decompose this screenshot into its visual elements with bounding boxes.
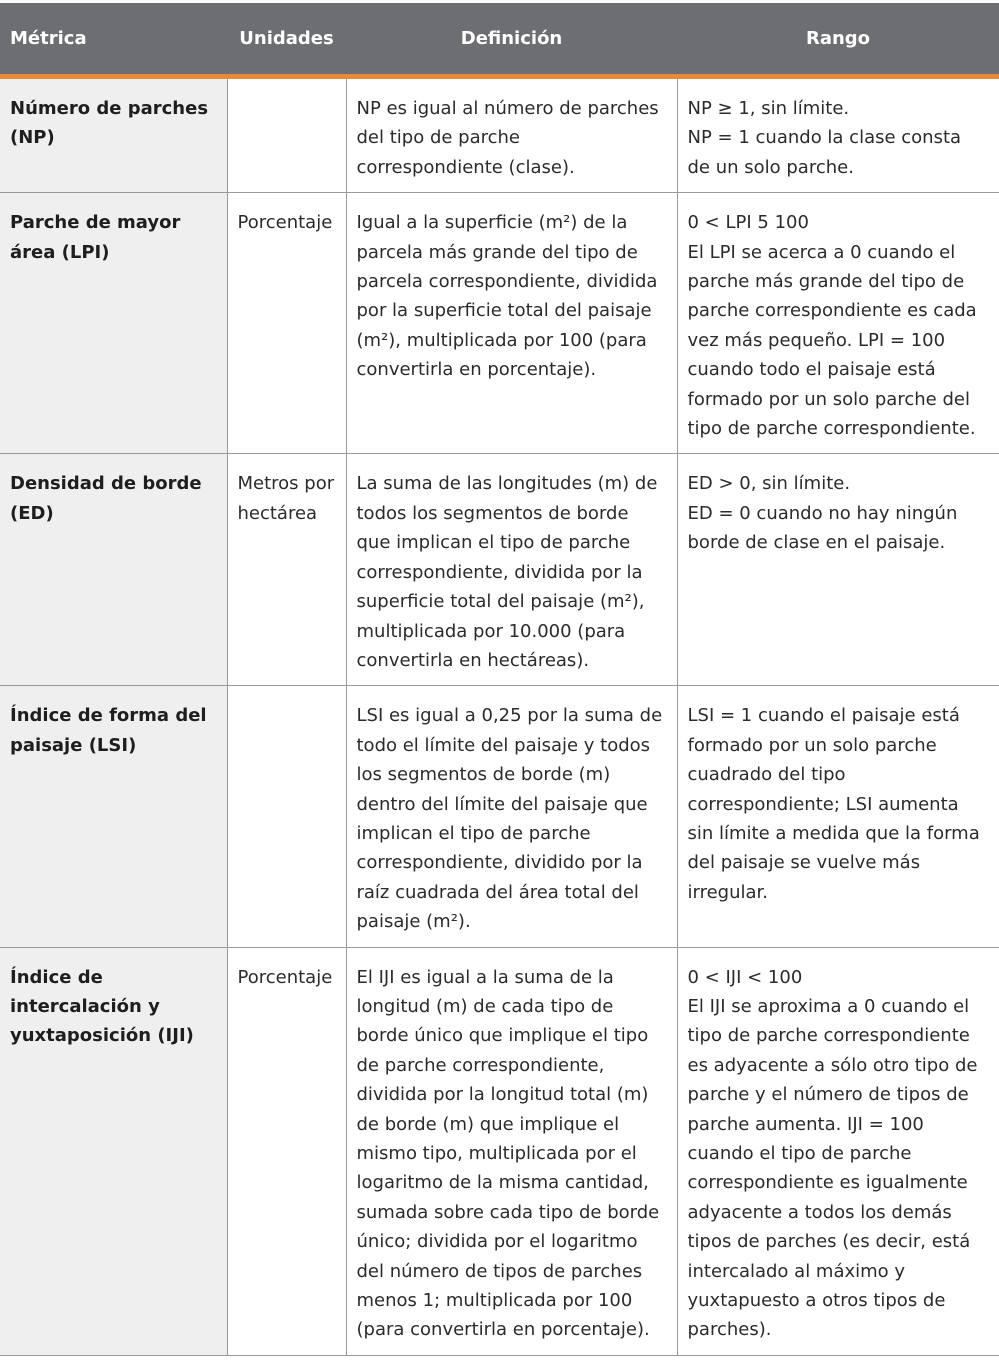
definition-cell: El IJI es igual a la suma de la longitud (m) de cada tipo de borde único que implique el tipo de parche correspondiente, dividida por la longitud total (m) de borde (m) que implique el mismo tipo, multiplicada por el logaritmo de la misma cantidad, sumada sobre cada tipo de borde único; dividida por el logaritmo del número de tipos de parches menos 1; multiplicada por 100 (para convertirla en porcentaje). <box>346 947 677 1355</box>
range-line: ED = 0 cuando no hay ningún borde de clase en el paisaje. <box>687 502 958 554</box>
definition-cell: La suma de las longitudes (m) de todos los segmentos de borde que implican el tipo de parche correspondiente, dividida por la superficie total del paisaje (m²), multiplicada por 10.000 (para convertirla en hectáreas). <box>346 454 677 686</box>
range-cell <box>677 947 999 1355</box>
metric-cell: Índice de forma del paisaje (LSI) <box>0 686 227 947</box>
units-cell: Porcentaje <box>227 193 346 454</box>
range-line: 0 < LPI 5 100 <box>687 212 809 234</box>
range-cell <box>677 193 999 454</box>
metric-cell: Número de parches (NP) <box>0 77 227 193</box>
definition-cell: LSI es igual a 0,25 por la suma de todo el límite del paisaje y todos los segmentos de borde (m) dentro del límite del paisaje que implican el tipo de parche correspondiente, dividido por la raíz cuadrada del área total del paisaje (m²). <box>346 686 677 947</box>
metric-cell: Parche de mayor área (LPI) <box>0 193 227 454</box>
metrics-table <box>0 3 999 1356</box>
header-row <box>0 3 999 77</box>
range-cell <box>677 77 999 193</box>
range-line: NP = 1 cuando la clase consta de un solo parche. <box>687 127 962 178</box>
header-metric: Métrica <box>0 3 227 77</box>
definition-cell: Igual a la superficie (m²) de la parcela más grande del tipo de parcela correspondiente, dividida por la superficie total del paisaje (m²), multiplicada por 100 (para convertirla en porcentaje). <box>346 193 677 454</box>
header-units: Unidades <box>227 3 346 77</box>
metric-cell: Densidad de borde (ED) <box>0 454 227 686</box>
header-definition: Definición <box>346 3 677 77</box>
range-cell <box>677 454 999 686</box>
range-cell <box>677 686 999 947</box>
table-row <box>0 454 999 686</box>
range-line: 0 < IJI < 100 <box>687 966 803 988</box>
range-line: El IJI se aproxima a 0 cuando el tipo de parche correspondiente es adyacente a sólo otro tipo de parche y el número de tipos de parche aumenta. IJI = 100 cuando el tipo de parche correspondiente es igualmente adyacente a todos los demás tipos de parches (es decir, está intercalado al máximo y yuxtapuesto a otros tipos de parches). <box>687 995 978 1341</box>
table-row <box>0 686 999 947</box>
units-cell <box>227 77 346 193</box>
table-row <box>0 77 999 193</box>
units-cell: Metros por hectárea <box>227 454 346 686</box>
table-row <box>0 193 999 454</box>
definition-cell: NP es igual al número de parches del tipo de parche correspondiente (clase). <box>346 77 677 193</box>
table-row <box>0 947 999 1355</box>
range-line: El LPI se acerca a 0 cuando el parche más grande del tipo de parche correspondiente es cada vez más pequeño. LPI = 100 cuando todo el paisaje está formado por un solo parche del tipo de parche correspondiente. <box>687 241 977 440</box>
range-line: NP ≥ 1, sin límite. <box>687 98 850 119</box>
header-range: Rango <box>677 3 999 77</box>
metric-cell: Índice de intercalación y yuxtaposición (IJI) <box>0 947 227 1355</box>
units-cell <box>227 686 346 947</box>
range-line: ED > 0, sin límite. <box>687 473 851 495</box>
units-cell: Porcentaje <box>227 947 346 1355</box>
range-line: LSI = 1 cuando el paisaje está formado por un solo parche cuadrado del tipo correspondiente; LSI aumenta sin límite a medida que la forma del paisaje se vuelve más irregular. <box>687 705 980 903</box>
